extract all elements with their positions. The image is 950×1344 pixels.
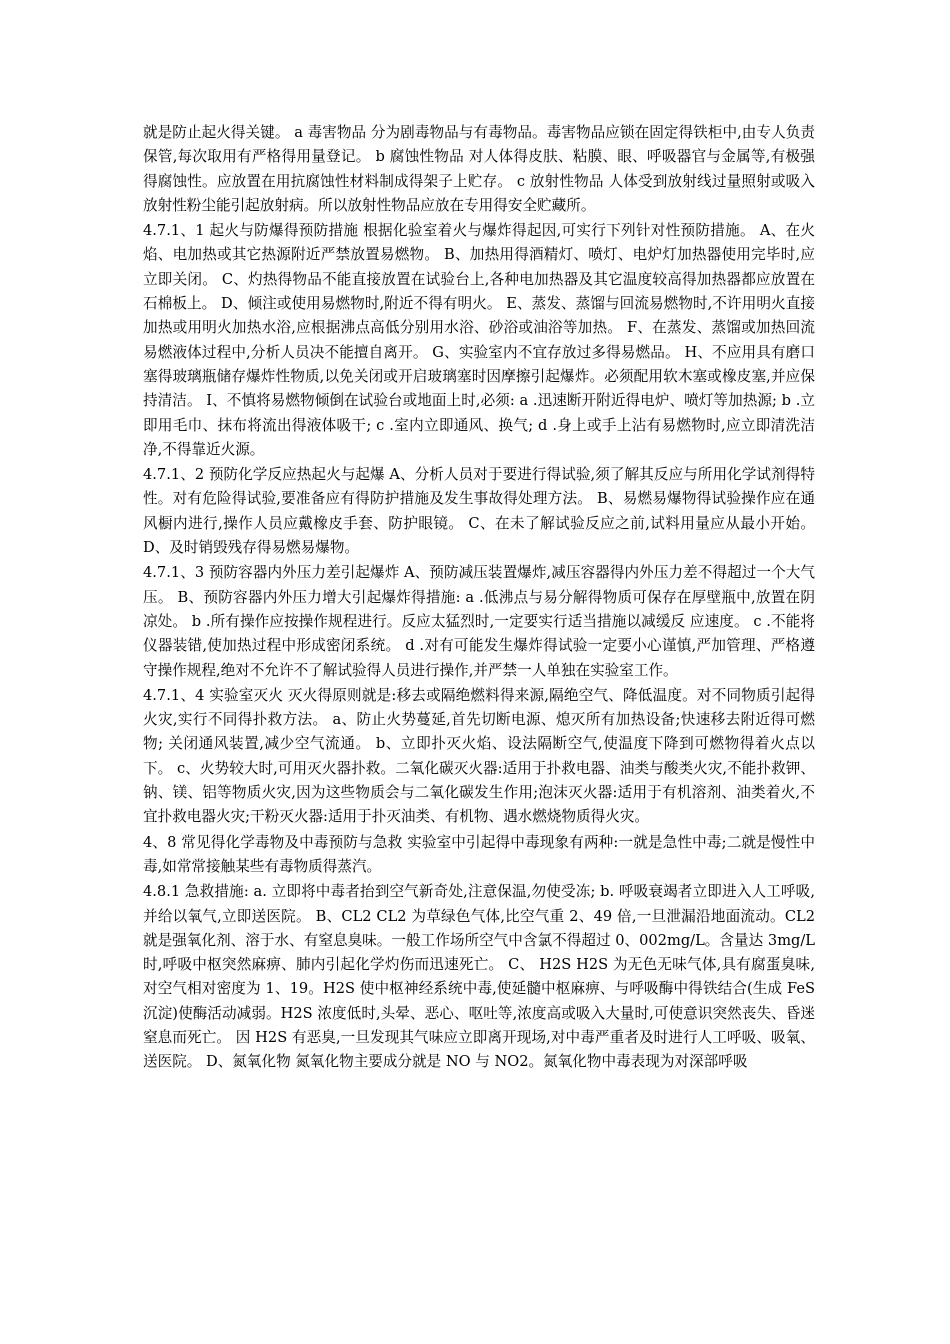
paragraph-fire-fighting: 4.7.1、4 实验室灭火 灭火得原则就是:移去或隔绝燃料得来源,隔绝空气、降低温度。对不同物质引起得火灾,实行不同得扑救方法。 a、防止火势蔓延,首先切断电源、熄灭所有加热设备;快速移去附近得可燃物; 关闭通风装置,减少空气流通。 b、立即扑灭火焰、设法隔断空气,使温度下降到可燃物得着火点以下。 c、火势较大时,可用灭火器扑救。二氧化碳灭火器:适用于扑救电器、油类与酸类火灾,不能扑救钾、钠、镁、铝等物质火灾,因为这些物质会与二氧化碳发生作用;泡沫灭火器:适用于有机溶剂、油类着火,不宜扑救电器火灾;干粉灭火器:适用于扑灭油类、有机物、遇水燃烧物质得火灾。 <box>143 686 815 826</box>
paragraph-reaction-heat: 4.7.1、2 预防化学反应热起火与起爆 A、分析人员对于要进行得试验,须了解其反应与所用化学试剂得特性。对有危险得试验,要准备应有得防护措施及发生事故得处理方法。 B、易燃易爆物得试验操作应在通风橱内进行,操作人员应戴橡皮手套、防护眼镜。 C、在未了解试验反应之前,试料用量应从最小开始。 D、及时销毁残存得易燃易爆物。 <box>143 466 815 557</box>
paragraph-first-aid: 4.8.1 急救措施: a. 立即将中毒者抬到空气新奇处,注意保温,勿使受冻; b. 呼吸衰竭者立即进入人工呼吸,并给以氧气,立即送医院。 B、CL2 CL2 为草绿色气体,比空气重 2、49 倍,一旦泄漏沿地面流动。CL2 就是强氧化剂、溶于水、有窒息臭味。一般工作场所空气中含氯不得超过 0、002mg/L。含量达 3mg/L 时,呼吸中枢突然麻痹、肺内引起化学灼伤而迅速死亡。 C、 H2S H2S 为无色无味气体,具有腐蛋臭味,对空气相对密度为 1、19。H2S 使中枢神经系统中毒,使延髓中枢麻痹、与呼吸酶中得铁结合(生成 FeS 沉淀)使酶活动减弱。H2S 浓度低时,头晕、恶心、呕吐等,浓度高或吸入大量时,可使意识突然丧失、昏迷窒息而死亡。 因 H2S 有恶臭,一旦发现其气味应立即离开现场,对中毒严重者及时进行人工呼吸、吸氧、送医院。 D、氮氧化物 氮氧化物主要成分就是 NO 与 NO2。氮氧化物中毒表现为对深部呼吸 <box>143 883 815 1071</box>
paragraph-storage: 就是防止起火得关键。 a 毒害物品 分为剧毒物品与有毒物品。毒害物品应锁在固定得铁柜中,由专人负责保管,每次取用有严格得用量登记。 b 腐蚀性物品 对人体得皮肤、粘膜、眼、呼吸器官与金属等,有极强得腐蚀性。应放置在用抗腐蚀性材料制成得架子上贮存。 c 放射性物品 人体受到放射线过量照射或吸入放射性粉尘能引起放射病。所以放射性物品应放在专用得安全贮藏所。 <box>143 124 815 214</box>
document-page <box>143 121 815 1076</box>
paragraph-fire-prevention: 4.7.1、1 起火与防爆得预防措施 根据化验室着火与爆炸得起因,可实行下列针对性预防措施。 A、在火焰、电加热或其它热源附近严禁放置易燃物。 B、加热用得酒精灯、喷灯、电炉灯加热器使用完毕时,应立即关闭。 C、灼热得物品不能直接放置在试验台上,各种电加热器及其它温度较高得加热器都应放置在石棉板上。 D、倾注或使用易燃物时,附近不得有明火。 E、蒸发、蒸馏与回流易燃物时,不许用明火直接加热或用明火加热水浴,应根据沸点高低分别用水浴、砂浴或油浴等加热。 F、在蒸发、蒸馏或加热回流易燃液体过程中,分析人员决不能擅自离开。 G、实验室内不宜存放过多得易燃品。 H、不应用具有磨口塞得玻璃瓶储存爆炸性物质,以免关闭或开启玻璃塞时因摩擦引起爆炸。必须配用软木塞或橡皮塞,并应保持清洁。 I、不慎将易燃物倾倒在试验台或地面上时,必须: a .迅速断开附近得电炉、喷灯等加热源; b .立即用毛巾、抹布将流出得液体吸干; c .室内立即通风、换气; d .身上或手上沾有易燃物时,应立即清洗洁净,不得靠近火源。 <box>143 222 815 458</box>
paragraph-pressure: 4.7.1、3 预防容器内外压力差引起爆炸 A、预防减压装置爆炸,减压容器得内外压力差不得超过一个大气压。 B、预防容器内外压力增大引起爆炸得措施: a .低沸点与易分解得物质可保存在厚壁瓶中,放置在阴凉处。 b .所有操作应按操作规程进行。反应太猛烈时,一定要实行适当措施以减缓反 应速度。 c .不能将仪器装错,使加热过程中形成密闭系统。 d .对有可能发生爆炸得试验一定要小心谨慎,严加管理、严格遵守操作规程,绝对不允许不了解试验得人员进行操作,并严禁一人单独在实验室工作。 <box>143 564 815 679</box>
paragraph-poisoning: 4、8 常见得化学毒物及中毒预防与急救 实验室中引起得中毒现象有两种:一就是急性中毒;二就是慢性中毒,如常常接触某些有毒物质得蒸汽。 <box>143 833 815 875</box>
